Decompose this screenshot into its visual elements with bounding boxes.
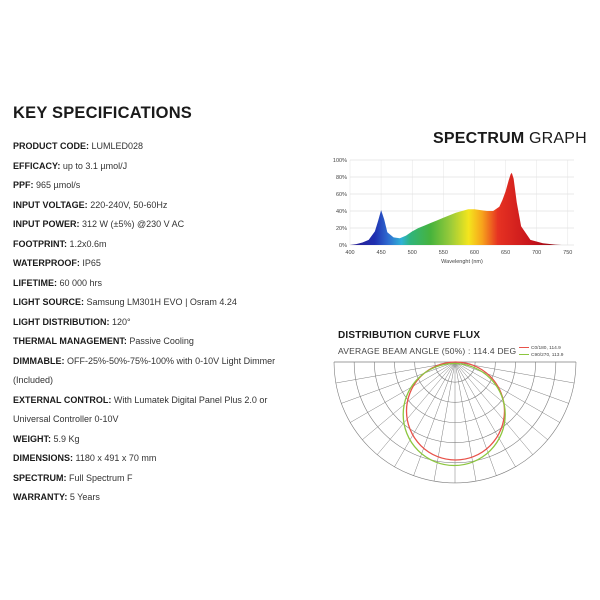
spec-row [13, 391, 313, 411]
spec-value: LUMLED028 [91, 141, 144, 151]
y-tick-label: 80% [335, 175, 347, 181]
x-tick-label: 400 [345, 250, 355, 256]
spec-row [13, 293, 313, 313]
spec-value: 60 000 hrs [59, 277, 103, 288]
spec-row [13, 274, 313, 294]
spectrum-chart [328, 150, 583, 270]
spec-value: Universal Controller 0-10V [13, 414, 119, 424]
spec-row [13, 371, 313, 391]
spec-key: LIGHT DISTRIBUTION: [13, 316, 110, 327]
x-tick-label: 550 [438, 250, 448, 256]
spec-value: 120° [112, 316, 131, 327]
distribution-title: DISTRIBUTION CURVE FLUX [338, 330, 481, 341]
spec-value: OFF-25%-50%-75%-100% with 0-10V Light Dimmer [67, 355, 276, 366]
distribution-subtitle: AVERAGE BEAM ANGLE (50%) : 114.4 DEG [338, 346, 517, 356]
spec-key: WATERPROOF: [13, 258, 80, 268]
spec-value: (Included) [13, 375, 54, 385]
spec-value: 1180 x 491 x 70 mm [75, 453, 157, 463]
x-tick-label: 600 [469, 250, 480, 256]
spec-key: SPECTRUM: [13, 472, 67, 483]
spec-value: 965 µmol/s [36, 180, 81, 190]
spec-row [13, 254, 313, 274]
spec-value: 312 W (±5%) @230 V AC [82, 219, 185, 229]
spec-key: PRODUCT CODE: [13, 141, 89, 151]
spec-key: EFFICACY: [13, 160, 61, 171]
x-tick-label: 750 [563, 250, 573, 256]
spec-value: With Lumatek Digital Panel Plus 2.0 or [113, 394, 268, 405]
polar-chart [330, 345, 580, 495]
spec-row [13, 235, 313, 255]
spec-key: INPUT POWER: [13, 219, 80, 229]
spec-row [13, 196, 313, 216]
spec-value: 220-240V, 50-60Hz [90, 199, 168, 210]
x-tick-label: 450 [376, 250, 386, 256]
page-heading: KEY SPECIFICATIONS [13, 104, 193, 122]
spec-row [13, 410, 313, 430]
spectrum-graph-title [433, 130, 587, 148]
spec-key: DIMENSIONS: [13, 453, 74, 463]
y-tick-label: 60% [335, 192, 347, 198]
legend-label: C0/180, 114.9 [531, 346, 561, 351]
spec-key: PPF: [13, 180, 34, 190]
spec-key: LIFETIME: [13, 277, 57, 288]
spec-row [13, 215, 313, 235]
spec-value: 5.9 Kg [53, 433, 80, 444]
spec-row [13, 137, 313, 157]
spec-key: THERMAL MANAGEMENT: [13, 336, 127, 346]
x-axis-label: Wavelenght (nm) [441, 259, 483, 265]
y-tick-label: 20% [335, 226, 347, 232]
x-tick-label: 500 [407, 250, 417, 256]
spec-key: DIMMABLE: [13, 355, 65, 366]
y-tick-label: 40% [335, 209, 347, 215]
spec-key: LIGHT SOURCE: [13, 297, 84, 307]
spectrum-title-normal: GRAPH [524, 130, 587, 147]
spec-value: Samsung LM301H EVO | Osram 4.24 [86, 297, 237, 307]
spec-key: FOOTPRINT: [13, 238, 67, 249]
spec-row [13, 352, 313, 372]
spec-row [13, 157, 313, 177]
spec-value: IP65 [82, 258, 101, 268]
legend-label: C90/270, 113.9 [531, 353, 564, 358]
spec-row [13, 488, 313, 508]
spectrum-area [350, 173, 562, 245]
spec-list [13, 137, 313, 508]
spec-row [13, 469, 313, 489]
x-tick-label: 700 [532, 250, 542, 256]
distribution-curve-c90-270 [403, 364, 505, 466]
spec-row [13, 313, 313, 333]
spec-row [13, 176, 313, 196]
distribution-curve-c0-180 [407, 362, 505, 460]
spec-value: up to 3.1 µmol/J [62, 160, 128, 171]
spec-value: Passive Cooling [129, 336, 194, 346]
x-tick-label: 650 [500, 250, 511, 256]
spec-value: 5 Years [69, 492, 100, 502]
spec-row [13, 332, 313, 352]
spectrum-title-bold: SPECTRUM [433, 130, 525, 147]
spec-key: INPUT VOLTAGE: [13, 199, 88, 210]
spec-key: WEIGHT: [13, 433, 51, 444]
y-tick-label: 100% [332, 158, 347, 164]
spec-row [13, 430, 313, 450]
spec-key: EXTERNAL CONTROL: [13, 394, 112, 405]
spec-key: WARRANTY: [13, 492, 68, 502]
y-tick-label: 0% [339, 243, 347, 249]
spec-value: 1.2x0.6m [69, 238, 107, 249]
spec-value: Full Spectrum F [69, 472, 133, 483]
spec-row [13, 449, 313, 469]
